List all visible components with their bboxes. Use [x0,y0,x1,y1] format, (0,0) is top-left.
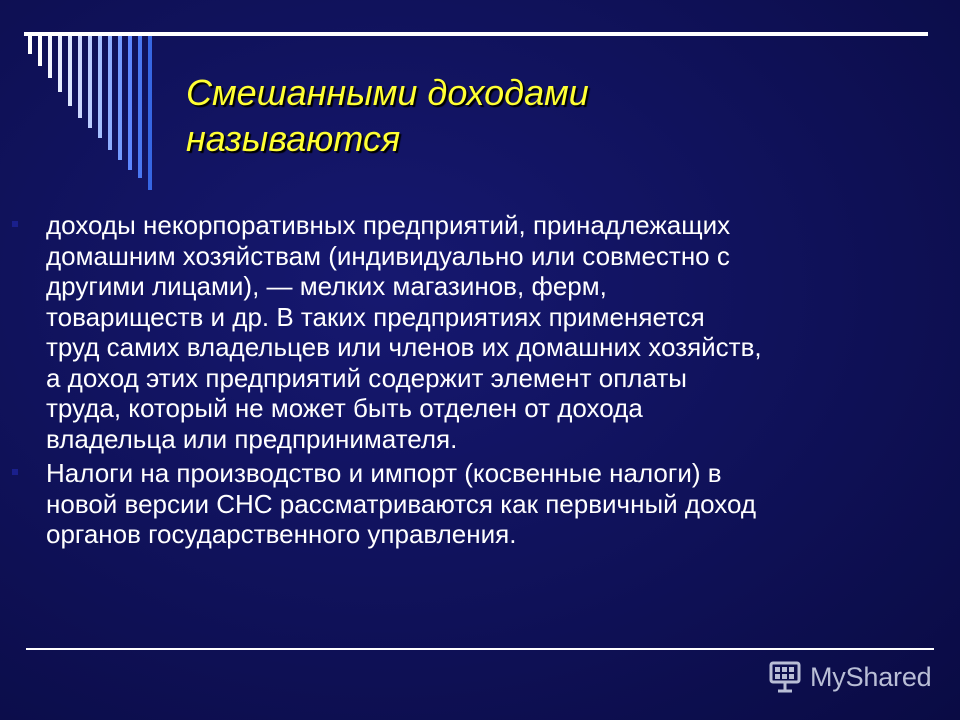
watermark-text: MyShared [810,661,932,692]
bottom-rule [26,648,934,650]
watermark [768,657,940,697]
decorative-bar-1 [28,36,32,54]
decorative-bar-6 [78,36,82,118]
bullet-marker-icon [12,469,18,475]
decorative-bar-11 [128,36,132,170]
bullet-1-line-1: доходы некорпоративных предприятий, принадлежащих [46,210,731,240]
bullet-1-line-4: товариществ и др. В таких предприятиях применяется [46,301,705,332]
slide-body [46,210,936,554]
bullet-1-line-7: труда, который не может быть отделен от дохода [46,393,643,423]
decorative-bar-7 [88,36,92,128]
decorative-bar-2 [38,36,42,66]
top-rule [24,32,928,36]
bullet-1-line-2: домашним хозяйствам (индивидуально или совместно с [46,240,730,271]
bullet-1-line-3: другими лицами), — мелких магазинов, ферм, [46,271,607,301]
presentation-board-icon [768,659,802,695]
bullet-item-1 [46,210,936,454]
slide-title [186,70,886,162]
decorative-bar-9 [108,36,112,150]
bullet-1-line-5: труд самих владельцев или членов их домашних хозяйств, [46,332,762,362]
slide-title-line-2: называются [186,118,401,159]
bullet-1-line-8: владельца или предпринимателя. [46,423,458,454]
decorative-bar-10 [118,36,122,160]
decorative-bar-4 [58,36,62,92]
decorative-bar-5 [68,36,72,106]
decorative-bar-3 [48,36,52,78]
decorative-bar-8 [98,36,102,138]
slide-title-line-1: Смешанными доходами [186,72,589,113]
bullet-2-line-2: новой версии СНС рассматриваются как первичный доход [46,488,756,519]
bullet-marker-icon [12,221,18,227]
bullet-1-line-6: а доход этих предприятий содержит элемент оплаты [46,362,687,393]
bullet-item-2 [46,458,936,550]
decorative-bar-12 [138,36,142,178]
bullet-2-line-3: органов государственного управления. [46,519,517,549]
bullet-2-line-1: Налоги на производство и импорт (косвенные налоги) в [46,458,722,488]
decorative-bar-13 [148,36,152,190]
